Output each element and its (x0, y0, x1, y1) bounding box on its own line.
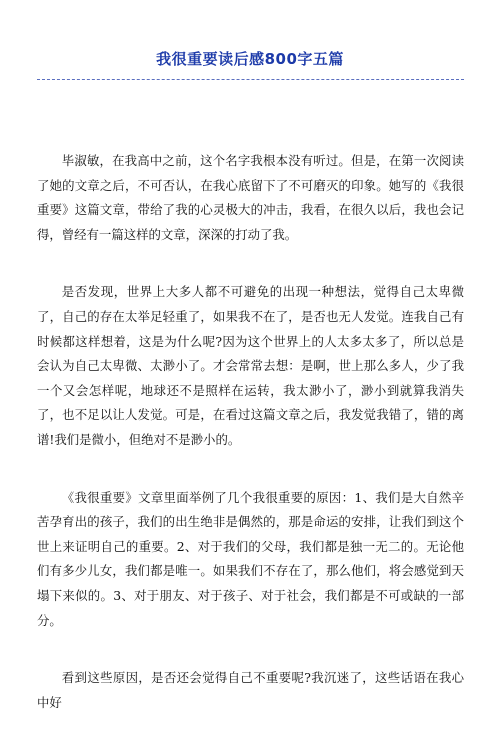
paragraph-3: 《我很重要》文章里面举例了几个我很重要的原因：1、我们是大自然辛苦孕育出的孩子，我们的出生绝非是偶然的，那是命运的安排，让我们到这个世上来证明自己的重要。2、对于我们的父母，我们都是独一无二的。无论他们有多少儿女，我们都是唯一。如果我们不存在了，那么他们，将会感觉到天塌下来似的。3、对于朋友、对于孩子、对于社会，我们都是不可或缺的一部分。 (37, 489, 464, 628)
page-title: 我很重要读后感800字五篇 (156, 50, 344, 68)
paragraph-2: 是否发现，世界上大多人都不可避免的出现一种想法，觉得自己太卑微了，自己的存在太举足轻重了，如果我不在了，是否也无人发觉。连我自己有时候都这样想着，这是为什么呢?因为这个世界上的人太多太多了，所以总是会认为自己太卑微、太渺小了。才会常常去想：是啊，世上那么多人，少了我一个又会怎样呢，地球还不是照样在运转，我太渺小了，渺小到就算我消失了，也不足以让人发觉。可是，在看过这篇文章之后，我发觉我错了，错的离谱!我们是微小，但绝对不是渺小的。 (37, 284, 464, 447)
paragraph-4: 看到这些原因，是否还会觉得自己不重要呢?我沉迷了，这些话语在我心中好 (37, 670, 464, 710)
paragraph-1: 毕淑敏，在我高中之前，这个名字我根本没有听过。但是，在第一次阅读了她的文章之后，不可否认，在我心底留下了不可磨灭的印象。她写的《我很重要》这篇文章，带给了我的心灵极大的冲击，我看，在很久以后，我也会记得，曾经有一篇这样的文章，深深的打动了我。 (37, 153, 464, 242)
title-divider (37, 79, 464, 80)
article-body (37, 149, 464, 748)
